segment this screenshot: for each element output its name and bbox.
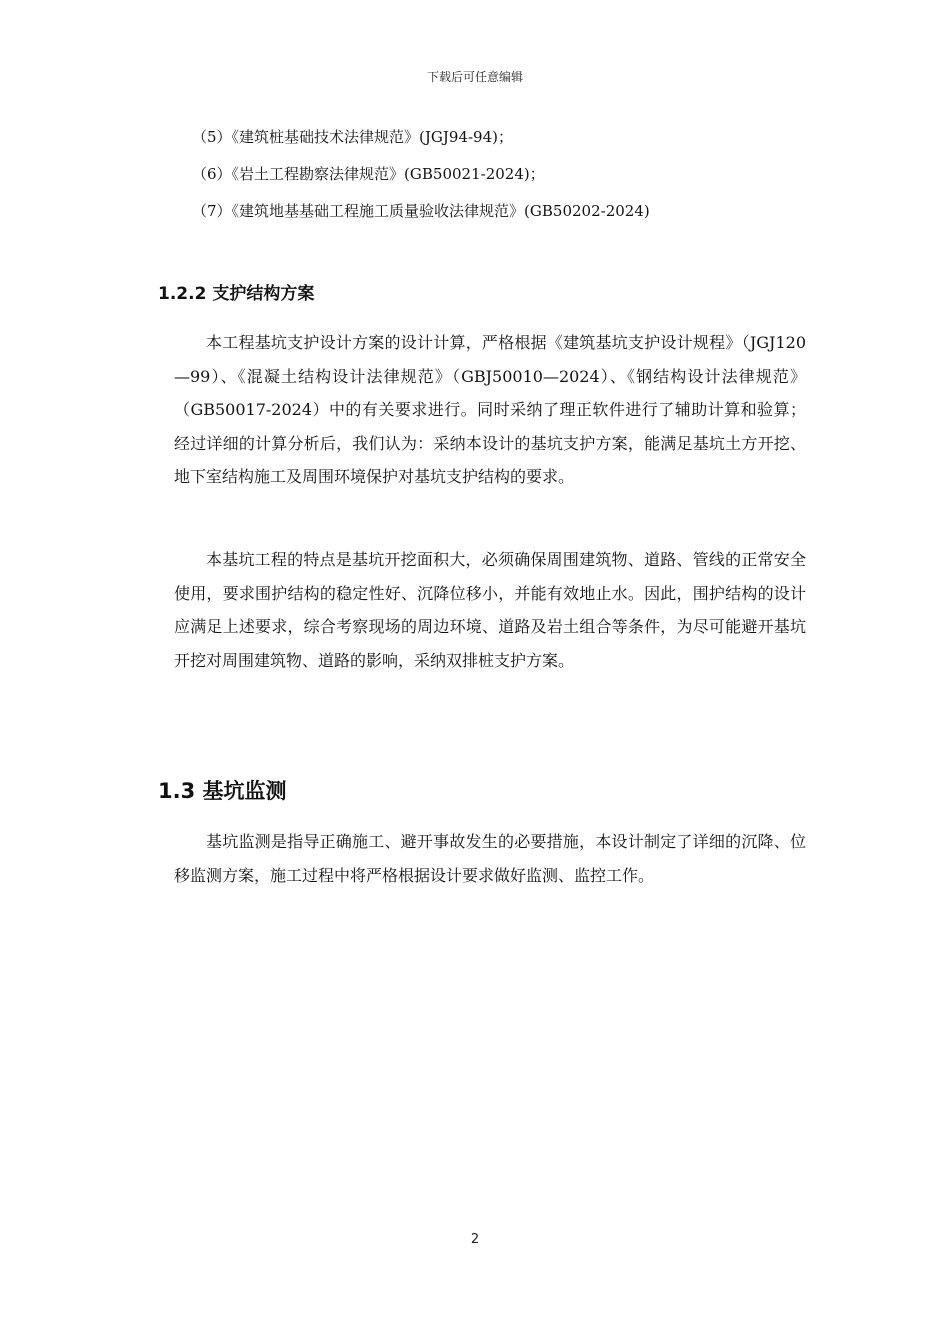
section-heading-1-3: 1.3 基坑监测 bbox=[158, 779, 287, 803]
header-note: 下载后可任意编辑 bbox=[426, 70, 523, 84]
body-paragraph: 本工程基坑支护设计方案的设计计算，严格根据《建筑基坑支护设计规程》（JGJ120—99）、《混凝土结构设计法律规范》（GBJ50010—2024）、《钢结构设计法律规范》（GB50017-2024）中的有关要求进行。同时采纳了理正软件进行了辅助计算和验算；经过详细的计算分析后，我们认为：采纳本设计的基坑支护方案，能满足基坑土方开挖、地下室结构施工及周围环境保护对基坑支护结构的要求。 bbox=[174, 333, 806, 487]
section-heading-1-2-2: 1.2.2 支护结构方案 bbox=[158, 284, 315, 304]
reference-list bbox=[192, 127, 832, 238]
reference-item: （5）《建筑桩基础技术法律规范》(JGJ94-94)； bbox=[192, 128, 514, 146]
page-number: 2 bbox=[470, 1232, 480, 1247]
reference-item: （7）《建筑地基基础工程施工质量验收法律规范》(GB50202-2024) bbox=[192, 202, 650, 220]
body-paragraph: 本基坑工程的特点是基坑开挖面积大，必须确保周围建筑物、道路、管线的正常安全使用，要求围护结构的稳定性好、沉降位移小，并能有效地止水。因此，围护结构的设计应满足上述要求，综合考察现场的周边环境、道路及岩土组合等条件，为尽可能避开基坑开挖对周围建筑物、道路的影响，采纳双排桩支护方案。 bbox=[174, 550, 806, 670]
reference-item: （6）《岩土工程勘察法律规范》(GB50021-2024)； bbox=[192, 165, 545, 183]
body-paragraph: 基坑监测是指导正确施工、避开事故发生的必要措施，本设计制定了详细的沉降、位移监测方案，施工过程中将严格根据设计要求做好监测、监控工作。 bbox=[174, 832, 806, 885]
